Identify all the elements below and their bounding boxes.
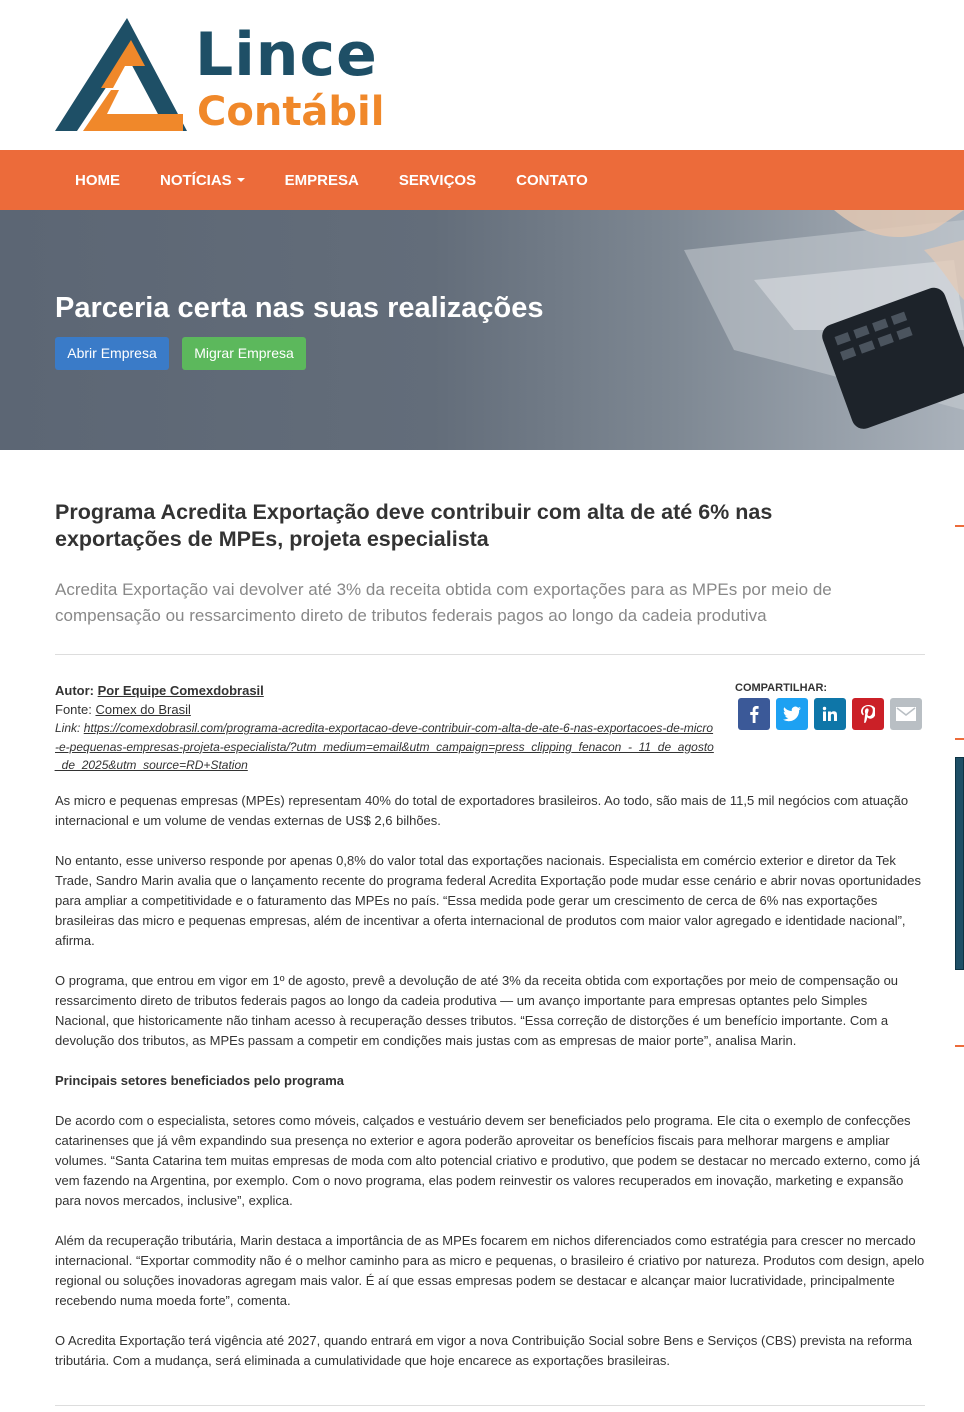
sidebar-heading-underline bbox=[955, 525, 964, 527]
sidebar-widget bbox=[955, 757, 964, 970]
sidebar-heading-underline bbox=[955, 738, 964, 740]
author-line bbox=[55, 681, 725, 700]
hero-background-image bbox=[534, 210, 964, 450]
article-title: Programa Acredita Exportação deve contribuir com alta de até 6% nas exportações de MPEs, projeta especialista bbox=[55, 500, 773, 551]
article-meta bbox=[55, 681, 725, 775]
divider bbox=[55, 1405, 925, 1406]
paragraph: No entanto, esse universo responde por apenas 0,8% do valor total das exportações nacionais. Especialista em comércio exterior e diretor da Tek Trade, Sandro Marin avalia que o lançamento recente do programa federal Acredita Exportação pode mudar esse cenário e abrir novas oportunidades para ampliar a competitividade e o faturamento das MPEs no país. “Essa medida pode gerar um crescimento de cerca de 6% nas exportações brasileiras das micro e pequenas empresas, além de incentivar a oferta internacional de produtos com maior valor agregado e identidade nacional”, afirma. bbox=[55, 853, 921, 948]
nav-item-home[interactable] bbox=[55, 172, 140, 189]
brand-subname[interactable]: Contábil bbox=[197, 89, 385, 135]
linkedin-icon[interactable] bbox=[814, 698, 846, 730]
paragraph: O Acredita Exportação terá vigência até 2027, quando entrará em vigor a nova Contribuição Social sobre Bens e Serviços (CBS) prevista na reforma tributária. Com a mudança, será eliminada a cumulatividade que hoje encarece as exportações brasileiras. bbox=[55, 1333, 913, 1368]
logo-icon[interactable] bbox=[55, 18, 187, 133]
share-label: COMPARTILHAR: bbox=[735, 682, 828, 694]
article-body bbox=[55, 791, 925, 1391]
source-line bbox=[55, 700, 725, 719]
author-label: Autor: bbox=[55, 683, 94, 698]
migrate-company-button[interactable]: Migrar Empresa bbox=[182, 337, 306, 370]
paragraph: Além da recuperação tributária, Marin destaca a importância de as MPEs focarem em nichos diferenciados como estratégia para crescer no mercado internacional. “Exportar commodity não é o melhor caminho para as micro e pequenas, o brasileiro é criativo por natureza. Produtos com design, apelo regional ou soluções inovadoras agregam mais valor. É aí que essas empresas podem se destacar e alcançar maior lucratividade, principalmente recebendo numa moeda forte”, comenta. bbox=[55, 1233, 925, 1308]
share-buttons bbox=[738, 698, 922, 730]
brand-name[interactable]: Lince bbox=[195, 20, 378, 90]
nav-item-empresa[interactable] bbox=[265, 172, 379, 189]
article-source-url[interactable]: https://comexdobrasil.com/programa-acredita-exportacao-deve-contribuir-com-alta-de-ate-6-nas-exportacoes-de-micro-e-pequenas-empresas-projeta-especialista/?utm_medium=email&utm_campaign=press_clipping_fenacon_-_11_de_agosto_de_2025&utm_source=RD+Station bbox=[55, 721, 714, 772]
nav-item-noticias[interactable] bbox=[140, 172, 265, 189]
hero-banner bbox=[0, 210, 964, 450]
nav-label: EMPRESA bbox=[284, 171, 359, 189]
author-link[interactable]: Por Equipe Comexdobrasil bbox=[97, 683, 264, 698]
source-label: Fonte: bbox=[55, 702, 92, 717]
section-subtitle: Principais setores beneficiados pelo programa bbox=[55, 1073, 344, 1088]
divider bbox=[55, 654, 925, 655]
nav-label: NOTÍCIAS bbox=[160, 171, 232, 189]
site-header bbox=[0, 0, 964, 150]
nav-item-servicos[interactable] bbox=[379, 172, 496, 189]
link-line bbox=[55, 719, 717, 775]
link-label: Link: bbox=[55, 721, 81, 735]
paragraph: O programa, que entrou em vigor em 1º de agosto, prevê a devolução de até 3% da receita obtida com exportações por meio de compensação ou ressarcimento direto de tributos federais pagos ao longo da cadeia produtiva — um avanço importante para empresas optantes pelo Simples Nacional, que historicamente não tinham acesso à recuperação desses tributos. “Essa correção de distorções é um benefício importante. Com a devolução dos tributos, as MPEs passam a competir em condições mais justas com as empresas de maior porte”, analisa Marin. bbox=[55, 973, 899, 1048]
facebook-icon[interactable] bbox=[738, 698, 770, 730]
sidebar-heading-underline bbox=[955, 1045, 964, 1047]
nav-item-contato[interactable] bbox=[496, 172, 608, 189]
article-lead: Acredita Exportação vai devolver até 3% da receita obtida com exportações para as MPEs por meio de compensação ou ressarcimento direto de tributos federais pagos ao longo da cadeia produtiva bbox=[55, 580, 832, 625]
nav-label: SERVIÇOS bbox=[398, 171, 477, 189]
nav-label: HOME bbox=[75, 171, 120, 189]
twitter-icon[interactable] bbox=[776, 698, 808, 730]
source-link[interactable]: Comex do Brasil bbox=[95, 702, 191, 717]
open-company-button[interactable]: Abrir Empresa bbox=[55, 337, 169, 370]
paragraph: As micro e pequenas empresas (MPEs) representam 40% do total de exportadores brasileiros. Ao todo, são mais de 11,5 mil negócios com atuação internacional e um volume de vendas externas de US$ 2,6 bilhões. bbox=[55, 793, 909, 828]
paragraph: De acordo com o especialista, setores como móveis, calçados e vestuário devem ser beneficiados pelo programa. Ele cita o exemplo de confecções catarinenses que já vêm expandindo sua presença no exterior e agora poderão aproveitar os benefícios fiscais para melhorar margens e ampliar volumes. “Santa Catarina tem muitas empresas de moda com alto potencial criativo e produtivo, que podem se destacar no mercado externo, como já vem fazendo na Argentina, por exemplo. Com o novo programa, elas podem reinvestir os valores recuperados em inovação, marketing e expansão para novos mercados, inclusive”, explica. bbox=[55, 1113, 920, 1208]
caret-down-icon bbox=[237, 178, 245, 182]
pinterest-icon[interactable] bbox=[852, 698, 884, 730]
email-icon[interactable] bbox=[890, 698, 922, 730]
main-nav bbox=[0, 150, 964, 210]
hero-title: Parceria certa nas suas realizações bbox=[55, 292, 544, 324]
nav-label: CONTATO bbox=[516, 171, 588, 189]
